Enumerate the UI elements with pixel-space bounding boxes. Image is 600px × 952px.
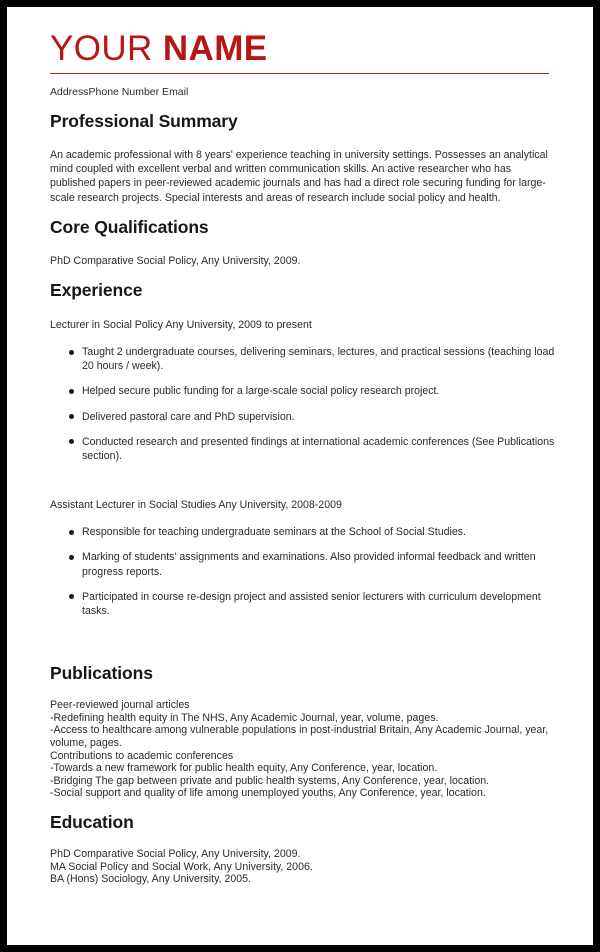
bullet-dot-icon: [69, 414, 74, 419]
experience-block-spacer: [50, 463, 557, 481]
experience-bullets-1: [50, 345, 557, 463]
list-item-text: Taught 2 undergraduate courses, delivering seminars, lectures, and practical sessions (teaching load 20 hours / week).: [82, 346, 555, 373]
publications-line: -Social support and quality of life among unemployed youths, Any Conference, year, location.: [50, 787, 486, 800]
list-item-text: Responsible for teaching undergraduate seminars at the School of Social Studies.: [82, 526, 466, 539]
list-item: [50, 550, 557, 578]
bullet-dot-icon: [69, 555, 74, 560]
list-item: [50, 384, 557, 398]
education-line: PhD Comparative Social Policy, Any University, 2009.: [50, 848, 301, 860]
list-item: [50, 525, 557, 539]
education-line: MA Social Policy and Social Work, Any University, 2006.: [50, 860, 313, 873]
publications-line: -Bridging The gap between private and public health systems, Any Conference, year, location.: [50, 774, 490, 787]
publications-line: -Towards a new framework for public health equity, Any Conference, year, location.: [50, 762, 438, 775]
bullet-dot-icon: [69, 439, 74, 444]
section-heading-core-qualifications: Core Qualifications: [50, 216, 209, 237]
bullet-dot-icon: [69, 350, 74, 355]
section-heading-publications: Publications: [50, 663, 153, 684]
resume-document: [7, 7, 593, 945]
experience-job-title-2: Assistant Lecturer in Social Studies Any University, 2008-2009: [50, 499, 342, 512]
list-item: [50, 410, 557, 424]
name-first: YOUR: [50, 29, 163, 68]
list-item-text: Participated in course re-design project and assisted senior lecturers with curriculum development tasks.: [82, 590, 541, 618]
header-divider: [50, 73, 549, 74]
experience-job-title-1: Lecturer in Social Policy Any University, 2009 to present: [50, 319, 312, 332]
section-heading-experience: Experience: [50, 280, 143, 301]
contact-line: AddressPhone Number Email: [50, 86, 189, 98]
experience-section-spacer: [50, 618, 557, 651]
education-block: [50, 848, 557, 886]
bullet-dot-icon: [69, 594, 74, 599]
publications-line: Peer-reviewed journal articles: [50, 699, 190, 712]
list-item: [50, 590, 557, 618]
publications-line: Contributions to academic conferences: [50, 749, 234, 762]
core-qualification-item: PhD Comparative Social Policy, Any University, 2009.: [50, 254, 301, 267]
list-item: [50, 435, 557, 463]
professional-summary-paragraph: An academic professional with 8 years' experience teaching in university settings. Possesses an analytical mind coupled with excellent verbal and written communication skills. An active researcher who has published papers in peer-reviewed academic journals and has had a direct role securing funding for large-scale research projects. Special interests and areas of research include social policy and health.: [50, 149, 548, 204]
bullet-dot-icon: [69, 389, 74, 394]
section-heading-education: Education: [50, 812, 134, 832]
education-line: BA (Hons) Sociology, Any University, 2005.: [50, 873, 251, 886]
publications-block: [50, 699, 557, 800]
publications-line: -Redefining health equity in The NHS, Any Academic Journal, year, volume, pages.: [50, 711, 439, 724]
publications-line: -Access to healthcare among vulnerable populations in post-industrial Britain, Any Academic Journal, year, volume, pages.: [50, 724, 549, 750]
experience-bullets-2: [50, 525, 557, 618]
bullet-dot-icon: [69, 530, 74, 535]
list-item-text: Conducted research and presented findings at international academic conferences (See Publications section).: [82, 435, 555, 463]
list-item: [50, 345, 557, 373]
section-heading-professional-summary: Professional Summary: [50, 111, 238, 131]
list-item-text: Marking of students' assignments and examinations. Also provided informal feedback and written progress reports.: [82, 551, 536, 578]
page-title: [50, 29, 557, 69]
name-last: NAME: [162, 29, 268, 68]
list-item-text: Helped secure public funding for a large-scale social policy research project.: [82, 385, 440, 398]
list-item-text: Delivered pastoral care and PhD supervision.: [82, 410, 295, 423]
